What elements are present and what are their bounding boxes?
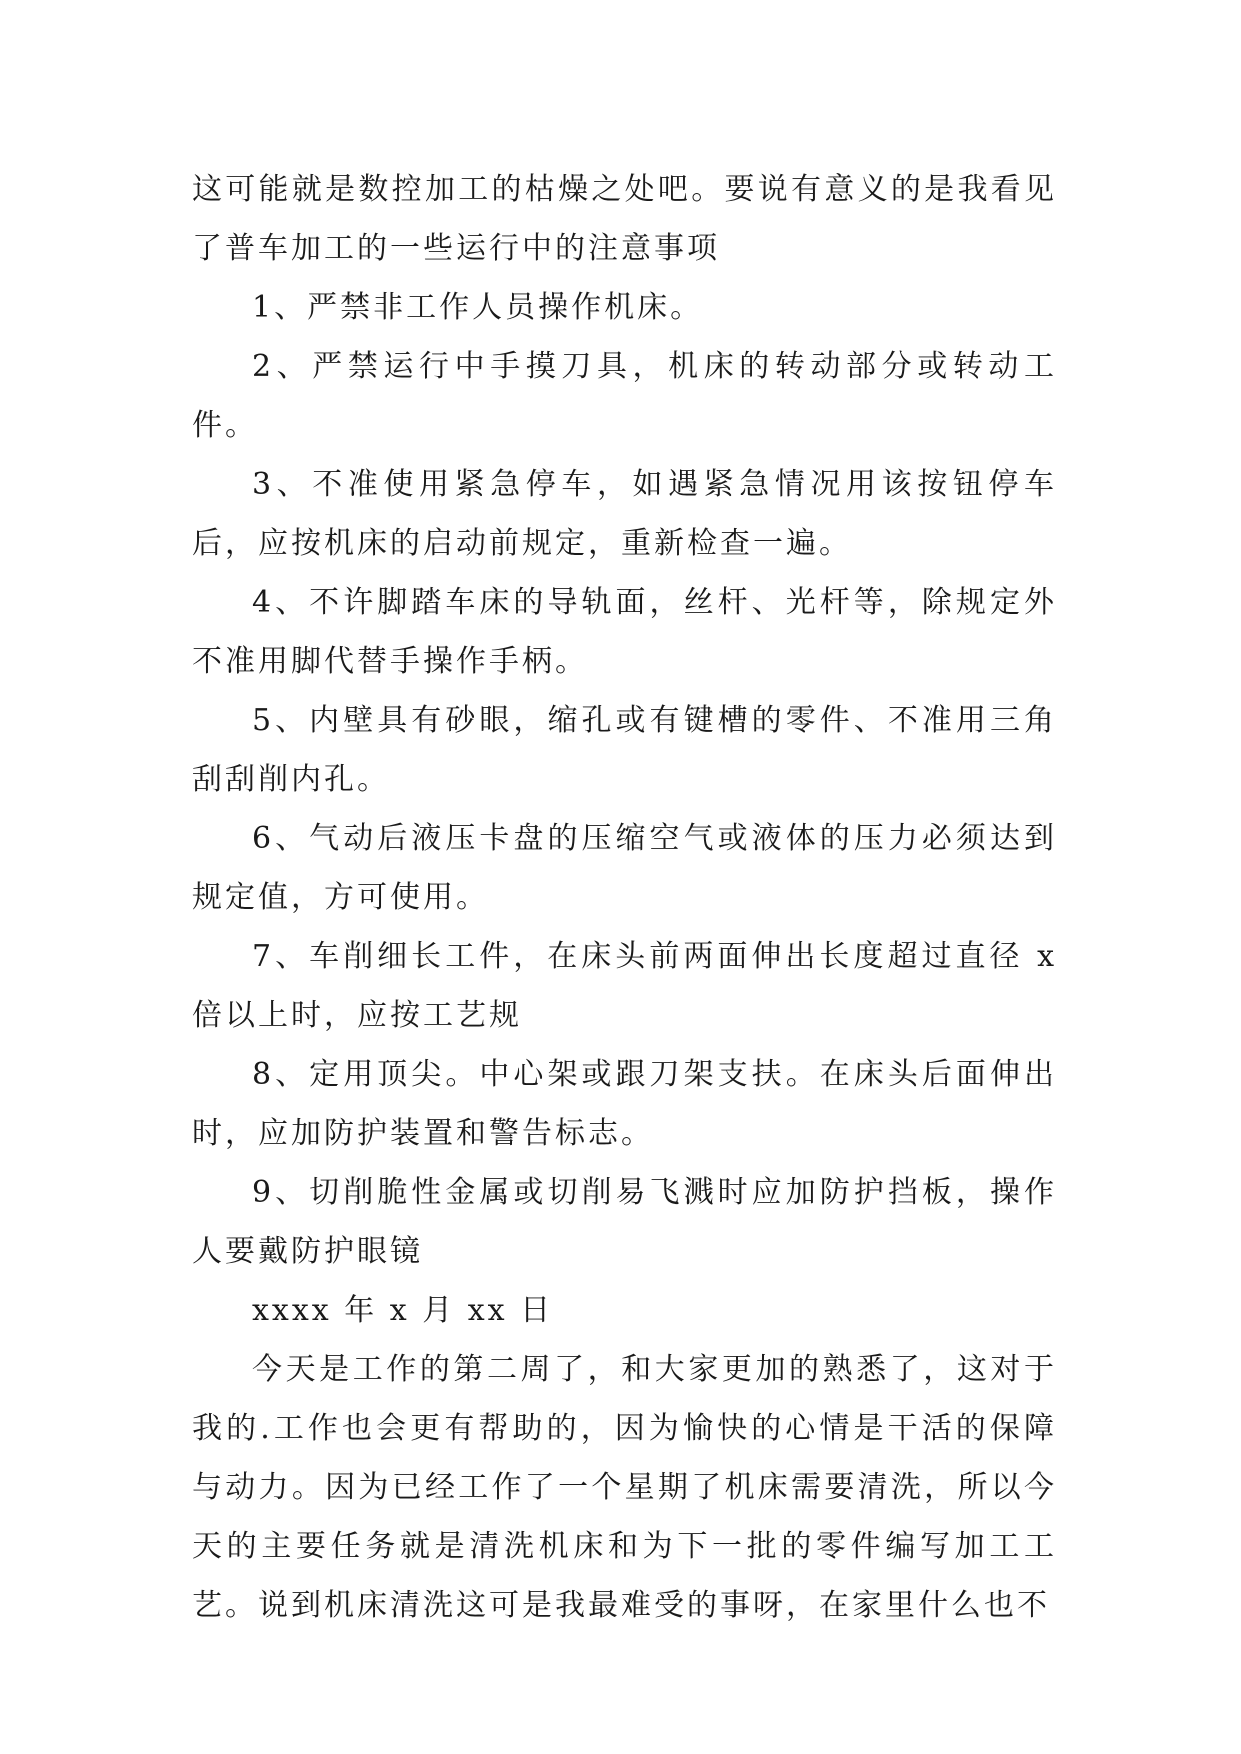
rule-item-5: 5、内壁具有砂眼，缩孔或有键槽的零件、不准用三角刮刮削内孔。 — [192, 703, 1057, 797]
diary-date: xxxx 年 x 月 xx 日 — [252, 1293, 554, 1328]
rule-item-1: 1、严禁非工作人员操作机床。 — [252, 290, 704, 325]
rule-item-7: 7、车削细长工件，在床头前两面伸出长度超过直径 x 倍以上时，应按工艺规 — [192, 939, 1057, 1033]
rule-item-8: 8、定用顶尖。中心架或跟刀架支扶。在床头后面伸出时，应加防护装置和警告标志。 — [192, 1057, 1057, 1151]
rule-item-2: 2、严禁运行中手摸刀具，机床的转动部分或转动工件。 — [192, 349, 1057, 443]
rule-item-4: 4、不许脚踏车床的导轨面，丝杆、光杆等，除规定外不准用脚代替手操作手柄。 — [192, 585, 1057, 679]
document-body — [192, 160, 1057, 1635]
rule-item-3: 3、不准使用紧急停车，如遇紧急情况用该按钮停车后，应按机床的启动前规定，重新检查一遍。 — [192, 467, 1057, 561]
paragraph-intro: 这可能就是数控加工的枯燥之处吧。要说有意义的是我看见了普车加工的一些运行中的注意事项 — [192, 172, 1057, 266]
rule-item-9: 9、切削脆性金属或切削易飞溅时应加防护挡板，操作人要戴防护眼镜 — [192, 1175, 1057, 1269]
paragraph-week-two: 今天是工作的第二周了，和大家更加的熟悉了，这对于我的.工作也会更有帮助的，因为愉快的心情是干活的保障与动力。因为已经工作了一个星期了机床需要清洗，所以今天的主要任务就是清洗机床和为下一批的零件编写加工工艺。说到机床清洗这可是我最难受的事呀，在家里什么也不 — [192, 1352, 1057, 1623]
rule-item-6: 6、气动后液压卡盘的压缩空气或液体的压力必须达到规定值，方可使用。 — [192, 821, 1057, 915]
